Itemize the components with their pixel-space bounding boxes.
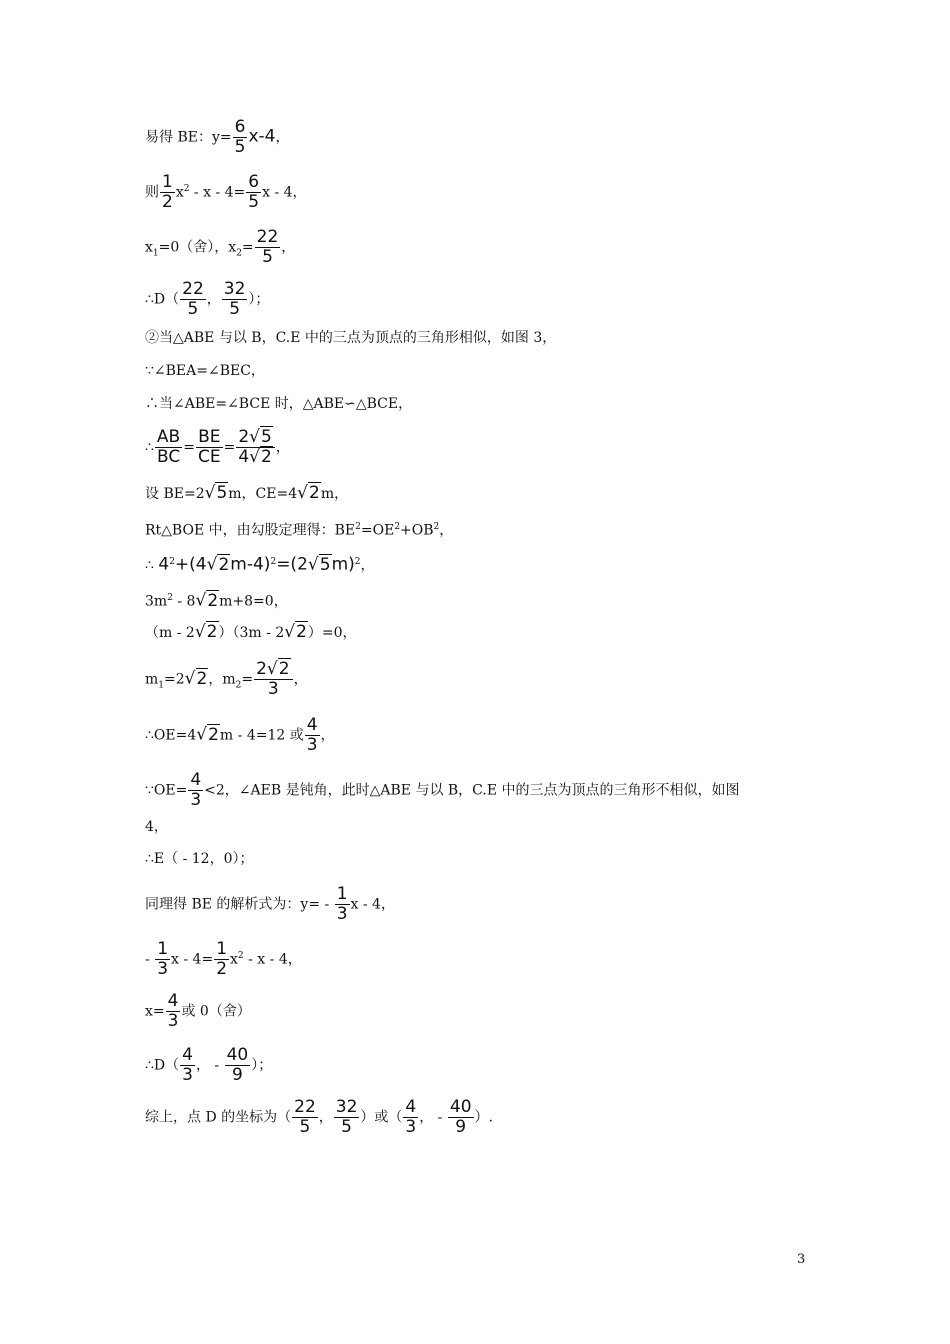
fraction: $\frac{2√5}{4√2}$ — [236, 428, 275, 467]
solution-line-17: 4， — [145, 819, 168, 835]
sqrt: √2 — [195, 590, 219, 611]
solution-line-6: ∵∠BEA=∠BEC， — [145, 363, 265, 379]
sqrt: √5 — [249, 427, 272, 447]
page-number: 3 — [797, 1252, 806, 1267]
fraction: $\frac{6}{5}$ — [234, 117, 246, 157]
sqrt: √2 — [297, 483, 320, 503]
fraction: $\frac{1}{3}$ — [157, 939, 169, 979]
fraction: $\frac{32}{5}$ — [223, 279, 246, 319]
fraction: $\frac{40}{9}$ — [449, 1097, 472, 1137]
solution-line-7: ∴当∠ABE=∠BCE 时，△ABE∽△BCE， — [145, 396, 413, 412]
solution-line-11: ∴ $4^2+(4√2m-4)^2=(2√5m)^2$， — [145, 554, 375, 575]
fraction: $\frac{32}{5}$ — [335, 1097, 358, 1137]
solution-line-18: ∴E（ - 12，0）； — [145, 851, 254, 867]
solution-line-13: （m - 2√2）（3m - 2√2）=0， — [145, 622, 357, 642]
fraction: $\frac{1}{2}$ — [216, 939, 228, 979]
solution-line-15: ∴OE=4√2m - 4=12 或 $\frac{4}{3}$ ， — [145, 715, 335, 755]
solution-line-10: Rt△BOE 中，由勾股定理得：$BE^2=OE^2+OB^2$， — [145, 522, 454, 539]
fraction: $\frac{4}{3}$ — [167, 991, 179, 1031]
sqrt: √2 — [266, 659, 290, 679]
sqrt: √2 — [249, 447, 272, 467]
solution-line-16: ∵OE= $\frac{4}{3}$ <2，∠AEB 是钝角，此时△ABE 与以 B，C.E 中的三点为顶点的三角形不相似，如图 — [145, 770, 740, 810]
fraction: $\frac{BE}{CE}$ — [197, 427, 221, 467]
solution-line-21: x= $\frac{4}{3}$ 或 0（舍） — [145, 991, 251, 1031]
sqrt: √2 — [196, 724, 219, 745]
fraction: $\frac{1}{3}$ — [336, 884, 348, 924]
fraction: $\frac{1}{2}$ — [162, 172, 173, 212]
solution-line-9: 设 BE=2√5m，CE=4√2m， — [145, 483, 349, 503]
solution-line-20: - $\frac{1}{3}$ x - 4= $\frac{1}{2}$ $x^2$ - x - 4， — [145, 939, 302, 979]
fraction: $\frac{22}{5}$ — [182, 279, 204, 319]
fraction: $\frac{4}{3}$ — [306, 715, 318, 755]
solution-line-14: $m_1=2√2$，$m_2=$ $\frac{2√2}{3}$ ， — [145, 659, 308, 699]
solution-line-5: ②当△ABE 与以 B，C.E 中的三点为顶点的三角形相似，如图 3， — [145, 330, 557, 346]
solution-line-3: $x_1=0$（舍），$x_2=$ $\frac{22}{5}$ ， — [145, 227, 296, 267]
fraction: $\frac{22}{5}$ — [294, 1097, 316, 1137]
solution-line-22: ∴D（ $\frac{4}{3}$ ， - $\frac{40}{9}$ ）； — [145, 1045, 273, 1085]
solution-line-1: 易得 BE：y= $\frac{6}{5}$ x-4， — [145, 117, 290, 157]
sqrt: √2 — [194, 622, 218, 642]
solution-line-4: ∴D（ $\frac{22}{5}$ ， $\frac{32}{5}$ ）； — [145, 279, 270, 319]
sqrt: √2 — [206, 554, 230, 575]
fraction: $\frac{22}{5}$ — [256, 227, 279, 267]
solution-line-19: 同理得 BE 的解析式为：y= - $\frac{1}{3}$ x - 4， — [145, 884, 395, 924]
fraction: $\frac{4}{3}$ — [405, 1097, 417, 1137]
solution-line-8: ∴ $\frac{AB}{BC}$ = $\frac{BE}{CE}$ = $\frac{2√5}{4√2}$ ， — [145, 427, 290, 467]
fraction: $\frac{40}{9}$ — [226, 1045, 249, 1085]
sqrt: √2 — [284, 622, 307, 642]
solution-line-23: 综上，点 D 的坐标为（ $\frac{22}{5}$ ， $\frac{32}{5}$ ）或（ $\frac{4}{3}$ ， - $\frac{40}{9}$ ）. — [145, 1097, 493, 1137]
sqrt: √2 — [184, 668, 208, 689]
sqrt: √5 — [307, 554, 331, 575]
sqrt: √5 — [204, 483, 228, 503]
fraction: $\frac{2√2}{3}$ — [254, 660, 293, 699]
solution-line-2: 则 $\frac{1}{2}$ $x^2 - x - 4=$ $\frac{6}{5}$ x - 4， — [145, 172, 307, 212]
fraction: $\frac{4}{3}$ — [190, 770, 202, 810]
fraction: $\frac{AB}{BC}$ — [156, 427, 181, 467]
fraction: $\frac{4}{3}$ — [182, 1045, 193, 1085]
fraction: $\frac{6}{5}$ — [248, 172, 260, 212]
solution-line-12: $3m^2 - 8√2m+8=0$， — [145, 590, 288, 611]
